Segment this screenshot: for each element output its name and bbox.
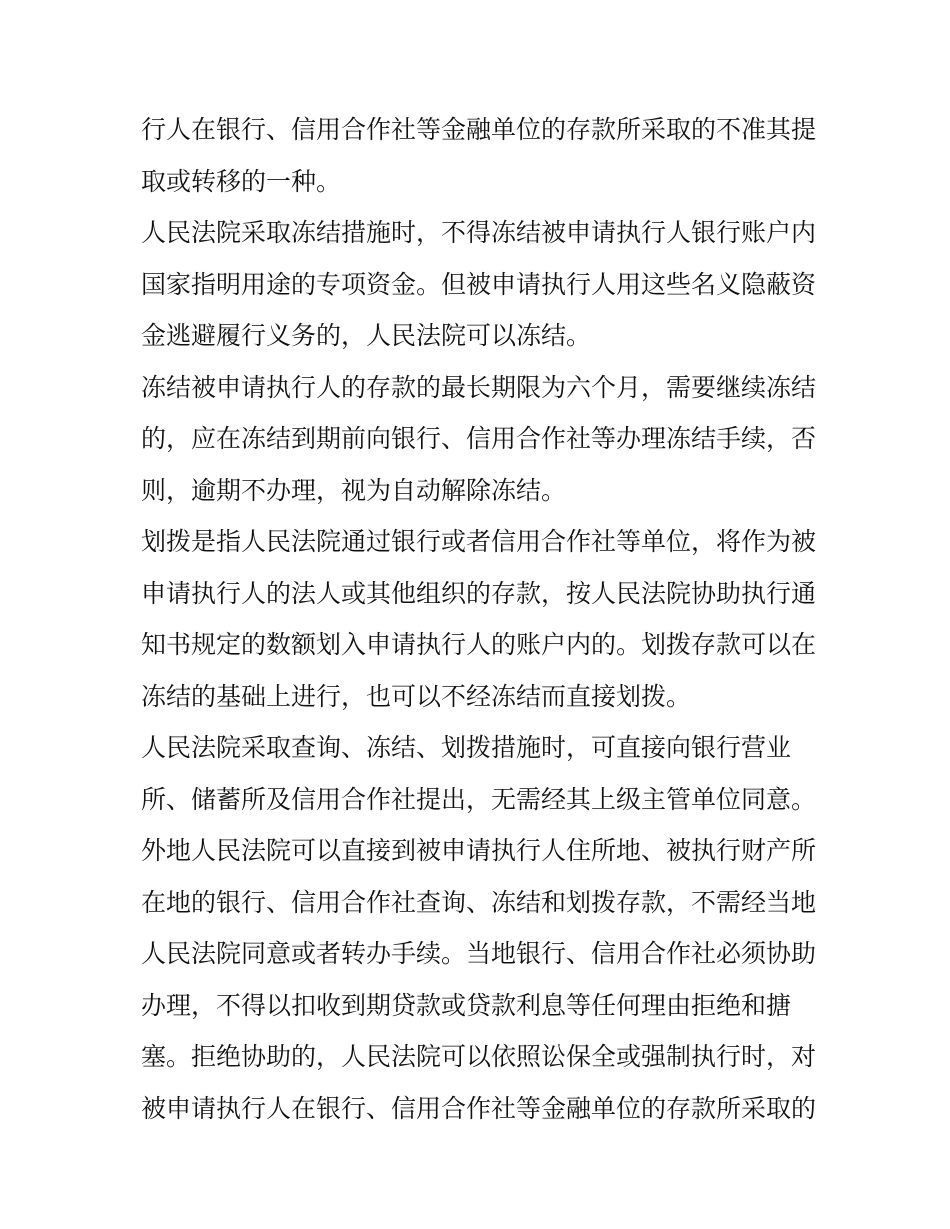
text-line: 划拨是指人民法院通过银行或者信用合作社等单位，将作为被 [141,527,817,556]
text-line: 国家指明用途的专项资金。但被申请执行人用这些名义隐蔽资 [141,269,817,299]
text-line: 取或转移的一种。 [141,166,342,196]
text-line: 办理，不得以扣收到期贷款或贷款利息等任何理由拒绝和搪 [141,990,792,1020]
text-line: 外地人民法院可以直接到被申请执行人住所地、被执行财产所 [141,836,817,865]
text-line: 人民法院同意或者转办手续。当地银行、信用合作社必须协助 [141,939,817,968]
text-line: 所、储蓄所及信用合作社提出，无需经其上级主管单位同意。 [141,784,817,814]
text-line: 冻结被申请执行人的存款的最长期限为六个月，需要继续冻结 [141,372,817,402]
text-line: 在地的银行、信用合作社查询、冻结和划拨存款，不需经当地 [141,887,817,917]
text-line: 行人在银行、信用合作社等金融单位的存款所采取的不准其提 [141,115,817,144]
text-line: 则，逾期不办理，视为自动解除冻结。 [141,475,567,505]
text-line: 申请执行人的法人或其他组织的存款，按人民法院协助执行通 [141,578,817,608]
text-line: 塞。拒绝协助的，人民法院可以依照讼保全或强制执行时，对 [141,1042,817,1071]
text-line: 的，应在冻结到期前向银行、信用合作社等办理冻结手续，否 [141,424,817,453]
text-line: 冻结的基础上进行，也可以不经冻结而直接划拨。 [141,681,692,711]
text-line: 金逃避履行义务的，人民法院可以冻结。 [141,321,592,350]
text-line: 人民法院采取冻结措施时，不得冻结被申请执行人银行账户内 [141,218,817,247]
document-body [141,104,821,1134]
text-line: 知书规定的数额划入申请执行人的账户内的。划拨存款可以在 [141,630,817,659]
text-line: 被申请执行人在银行、信用合作社等金融单位的存款所采取的 [141,1093,817,1123]
text-line: 人民法院采取查询、冻结、划拨措施时，可直接向银行营业 [141,733,792,762]
